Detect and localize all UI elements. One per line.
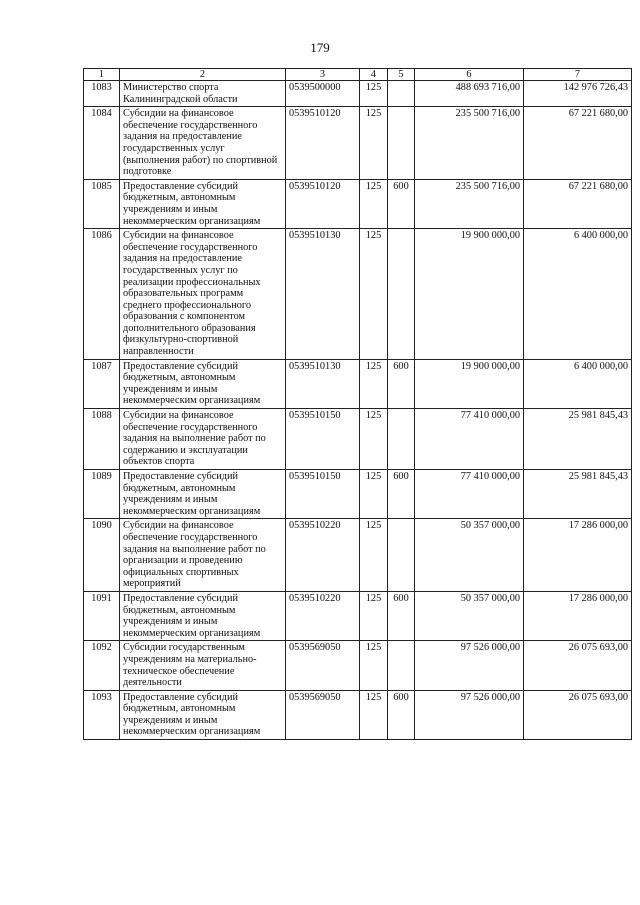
- executed-amount: 67 221 680,00: [524, 179, 632, 228]
- column-number-row: [84, 69, 632, 81]
- expense-type-code: 600: [388, 470, 415, 519]
- table-row: [84, 359, 632, 408]
- planned-amount: 19 900 000,00: [415, 359, 524, 408]
- target-code: 0539510120: [286, 179, 360, 228]
- executed-amount: 142 976 726,43: [524, 81, 632, 107]
- executed-amount: 26 075 693,00: [524, 641, 632, 690]
- planned-amount: 235 500 716,00: [415, 179, 524, 228]
- column-header: 2: [120, 69, 286, 81]
- target-code: 0539510220: [286, 591, 360, 640]
- executed-amount: 26 075 693,00: [524, 690, 632, 739]
- column-header: 4: [360, 69, 388, 81]
- row-number: 1086: [84, 229, 120, 360]
- ministry-code: 125: [360, 81, 388, 107]
- table-row: [84, 470, 632, 519]
- row-number: 1092: [84, 641, 120, 690]
- expense-type-code: [388, 409, 415, 470]
- item-name: Субсидии на финансовое обеспечение государственного задания на предоставление государственных услуг по реализации профессиональных образовательных программ среднего профессионального образования с компонентом дополнительного образования физкультурно-спортивной направленности: [120, 229, 286, 360]
- row-number: 1093: [84, 690, 120, 739]
- target-code: 0539510150: [286, 470, 360, 519]
- target-code: 0539569050: [286, 641, 360, 690]
- table-row: [84, 107, 632, 180]
- target-code: 0539500000: [286, 81, 360, 107]
- executed-amount: 17 286 000,00: [524, 591, 632, 640]
- expense-type-code: 600: [388, 179, 415, 228]
- expense-type-code: 600: [388, 690, 415, 739]
- item-name: Субсидии государственным учреждениям на материально-техническое обеспечение деятельности: [120, 641, 286, 690]
- executed-amount: 25 981 845,43: [524, 470, 632, 519]
- expense-type-code: [388, 519, 415, 592]
- expense-type-code: [388, 107, 415, 180]
- planned-amount: 50 357 000,00: [415, 591, 524, 640]
- expense-type-code: 600: [388, 591, 415, 640]
- table-row: [84, 229, 632, 360]
- item-name: Предоставление субсидий бюджетным, автономным учреждениям и иным некоммерческим организациям: [120, 690, 286, 739]
- ministry-code: 125: [360, 359, 388, 408]
- ministry-code: 125: [360, 470, 388, 519]
- table-row: [84, 81, 632, 107]
- column-header: 3: [286, 69, 360, 81]
- item-name: Субсидии на финансовое обеспечение государственного задания на выполнение работ по содержанию и эксплуатации объектов спорта: [120, 409, 286, 470]
- table-row: [84, 591, 632, 640]
- expense-type-code: [388, 229, 415, 360]
- planned-amount: 50 357 000,00: [415, 519, 524, 592]
- column-header: 5: [388, 69, 415, 81]
- column-header: 1: [84, 69, 120, 81]
- expense-type-code: 600: [388, 359, 415, 408]
- item-name: Предоставление субсидий бюджетным, автономным учреждениям и иным некоммерческим организациям: [120, 591, 286, 640]
- expense-type-code: [388, 81, 415, 107]
- executed-amount: 25 981 845,43: [524, 409, 632, 470]
- row-number: 1090: [84, 519, 120, 592]
- table-row: [84, 409, 632, 470]
- row-number: 1083: [84, 81, 120, 107]
- budget-table: [83, 68, 632, 740]
- executed-amount: 17 286 000,00: [524, 519, 632, 592]
- executed-amount: 6 400 000,00: [524, 359, 632, 408]
- planned-amount: 488 693 716,00: [415, 81, 524, 107]
- planned-amount: 235 500 716,00: [415, 107, 524, 180]
- ministry-code: 125: [360, 179, 388, 228]
- column-header: 6: [415, 69, 524, 81]
- table-row: [84, 690, 632, 739]
- ministry-code: 125: [360, 519, 388, 592]
- table-row: [84, 179, 632, 228]
- executed-amount: 6 400 000,00: [524, 229, 632, 360]
- table-row: [84, 519, 632, 592]
- target-code: 0539510220: [286, 519, 360, 592]
- ministry-code: 125: [360, 229, 388, 360]
- row-number: 1088: [84, 409, 120, 470]
- item-name: Предоставление субсидий бюджетным, автономным учреждениям и иным некоммерческим организациям: [120, 470, 286, 519]
- item-name: Субсидии на финансовое обеспечение государственного задания на выполнение работ по организации и проведению официальных спортивных мероприятий: [120, 519, 286, 592]
- planned-amount: 97 526 000,00: [415, 641, 524, 690]
- page-number: 179: [310, 40, 330, 55]
- row-number: 1089: [84, 470, 120, 519]
- target-code: 0539510130: [286, 359, 360, 408]
- expense-type-code: [388, 641, 415, 690]
- planned-amount: 97 526 000,00: [415, 690, 524, 739]
- planned-amount: 77 410 000,00: [415, 470, 524, 519]
- ministry-code: 125: [360, 591, 388, 640]
- ministry-code: 125: [360, 641, 388, 690]
- column-header: 7: [524, 69, 632, 81]
- executed-amount: 67 221 680,00: [524, 107, 632, 180]
- target-code: 0539510120: [286, 107, 360, 180]
- row-number: 1091: [84, 591, 120, 640]
- item-name: Предоставление субсидий бюджетным, автономным учреждениям и иным некоммерческим организациям: [120, 179, 286, 228]
- item-name: Предоставление субсидий бюджетным, автономным учреждениям и иным некоммерческим организациям: [120, 359, 286, 408]
- item-name: Министерство спорта Калининградской области: [120, 81, 286, 107]
- target-code: 0539510130: [286, 229, 360, 360]
- table-row: [84, 641, 632, 690]
- target-code: 0539510150: [286, 409, 360, 470]
- row-number: 1087: [84, 359, 120, 408]
- ministry-code: 125: [360, 690, 388, 739]
- target-code: 0539569050: [286, 690, 360, 739]
- ministry-code: 125: [360, 107, 388, 180]
- ministry-code: 125: [360, 409, 388, 470]
- planned-amount: 19 900 000,00: [415, 229, 524, 360]
- item-name: Субсидии на финансовое обеспечение государственного задания на предоставление государственных услуг (выполнения работ) по спортивной подготовке: [120, 107, 286, 180]
- planned-amount: 77 410 000,00: [415, 409, 524, 470]
- row-number: 1085: [84, 179, 120, 228]
- row-number: 1084: [84, 107, 120, 180]
